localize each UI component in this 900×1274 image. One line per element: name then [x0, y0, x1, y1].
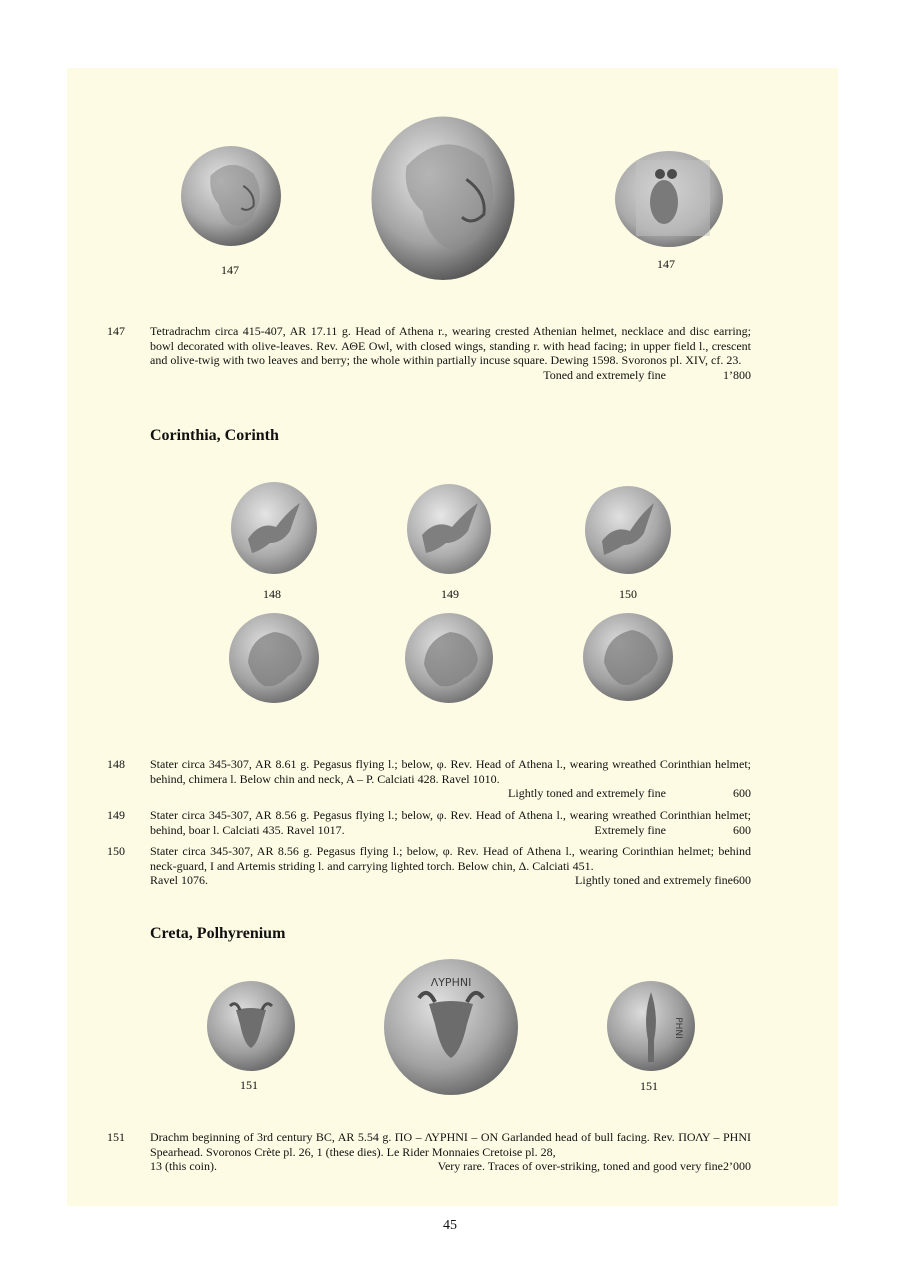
lot-grade: Extremely fine [594, 822, 666, 837]
lot-number: 148 [107, 757, 125, 771]
lot-number: 151 [107, 1130, 125, 1144]
coin-148-obverse [230, 481, 318, 575]
coin-147-obverse-large [370, 115, 516, 283]
lot-description: Tetradrachm circa 415-407, AR 17.11 g. Head of Athena r., wearing crested Athenian helmet, necklace and disc earring; bowl decorated with olive-leaves. Rev. ΑΘΕ Owl, with closed wings, standing r. with head facing; in upper field l., crescent and olive-twig with two leaves and berry; the whole within partially incuse square. Dewing 1598. Svoronos pl. XIV, cf. 23. [150, 324, 751, 367]
lot-grade: Lightly toned and extremely fine [575, 873, 733, 887]
coin-150-obverse [584, 485, 672, 575]
lot-entry-149 [107, 808, 751, 838]
coin-label: 151 [240, 1078, 258, 1092]
lot-description-end: 13 (this coin). [150, 1159, 217, 1173]
lot-number: 150 [107, 844, 125, 858]
lot-price: 600 [733, 822, 751, 837]
coin-149-obverse [406, 483, 492, 575]
lot-entry-147 [107, 324, 751, 384]
coin-label: 148 [263, 587, 281, 601]
coin-147-reverse [614, 150, 724, 248]
coin-151-obverse-large [383, 958, 519, 1096]
coin-149-reverse [404, 612, 494, 704]
lot-entry-148 [107, 757, 751, 803]
coin-label: 151 [640, 1079, 658, 1093]
coin-legend: ΡΗΝΙ [673, 1017, 683, 1039]
coin-label: 147 [221, 263, 239, 277]
lot-entry-151 [107, 1130, 751, 1176]
coin-151-obverse-small [206, 980, 296, 1072]
lot-description: Stater circa 345-307, AR 8.56 g. Pegasus flying l.; below, φ. Rev. Head of Athena l., wearing wreathed Corinthian helmet; behind, boar l. Calciati 435. Ravel 1017. [150, 808, 751, 837]
lot-price: 1’800 [723, 367, 751, 382]
lot-grade: Very rare. Traces of over-striking, toned and good very fine [437, 1159, 723, 1173]
page-number: 45 [443, 1218, 457, 1233]
lot-number: 149 [107, 808, 125, 822]
lot-grade: Toned and extremely fine [543, 367, 666, 382]
coin-legend: ΛΥΡΗΝΙ [430, 976, 472, 989]
lot-price: 2’000 [723, 1159, 751, 1173]
lot-description: Stater circa 345-307, AR 8.56 g. Pegasus flying l.; below, φ. Rev. Head of Athena l., wearing Corinthian helmet; behind neck-guard, I and Artemis striding l. and carrying lighted torch. Below chin, Δ. Calciati 451. [150, 844, 751, 873]
lot-price: 600 [733, 786, 751, 800]
coin-148-reverse [228, 612, 320, 704]
lot-price: 600 [733, 873, 751, 887]
coin-label: 150 [619, 587, 637, 601]
coin-151-reverse [606, 980, 696, 1072]
lot-description-end: Ravel 1076. [150, 873, 208, 887]
coin-label: 149 [441, 587, 459, 601]
lot-grade: Lightly toned and extremely fine [508, 786, 666, 800]
lot-description: Drachm beginning of 3rd century BC, AR 5.54 g. ΠΟ – ΛΥΡΗΝΙ – ΟΝ Garlanded head of bull facing. Rev. ΠΟΛΥ – ΡΗΝΙ Spearhead. Svoronos Crète pl. 26, 1 (these dies). Le Rider Monnaies Cretoise pl. 28, [150, 1130, 751, 1159]
coin-label: 147 [657, 257, 675, 271]
lot-number: 147 [107, 324, 125, 338]
section-heading-creta: Creta, Polhyrenium [150, 925, 286, 942]
section-heading-corinth: Corinthia, Corinth [150, 427, 279, 444]
coin-150-reverse [582, 612, 674, 702]
lot-description: Stater circa 345-307, AR 8.61 g. Pegasus flying l.; below, φ. Rev. Head of Athena l., wearing wreathed Corinthian helmet; behind, chimera l. Below chin and neck, A – P. Calciati 428. Ravel 1010. [150, 757, 751, 786]
lot-entry-150 [107, 844, 751, 890]
coin-147-obverse-small [178, 145, 284, 247]
